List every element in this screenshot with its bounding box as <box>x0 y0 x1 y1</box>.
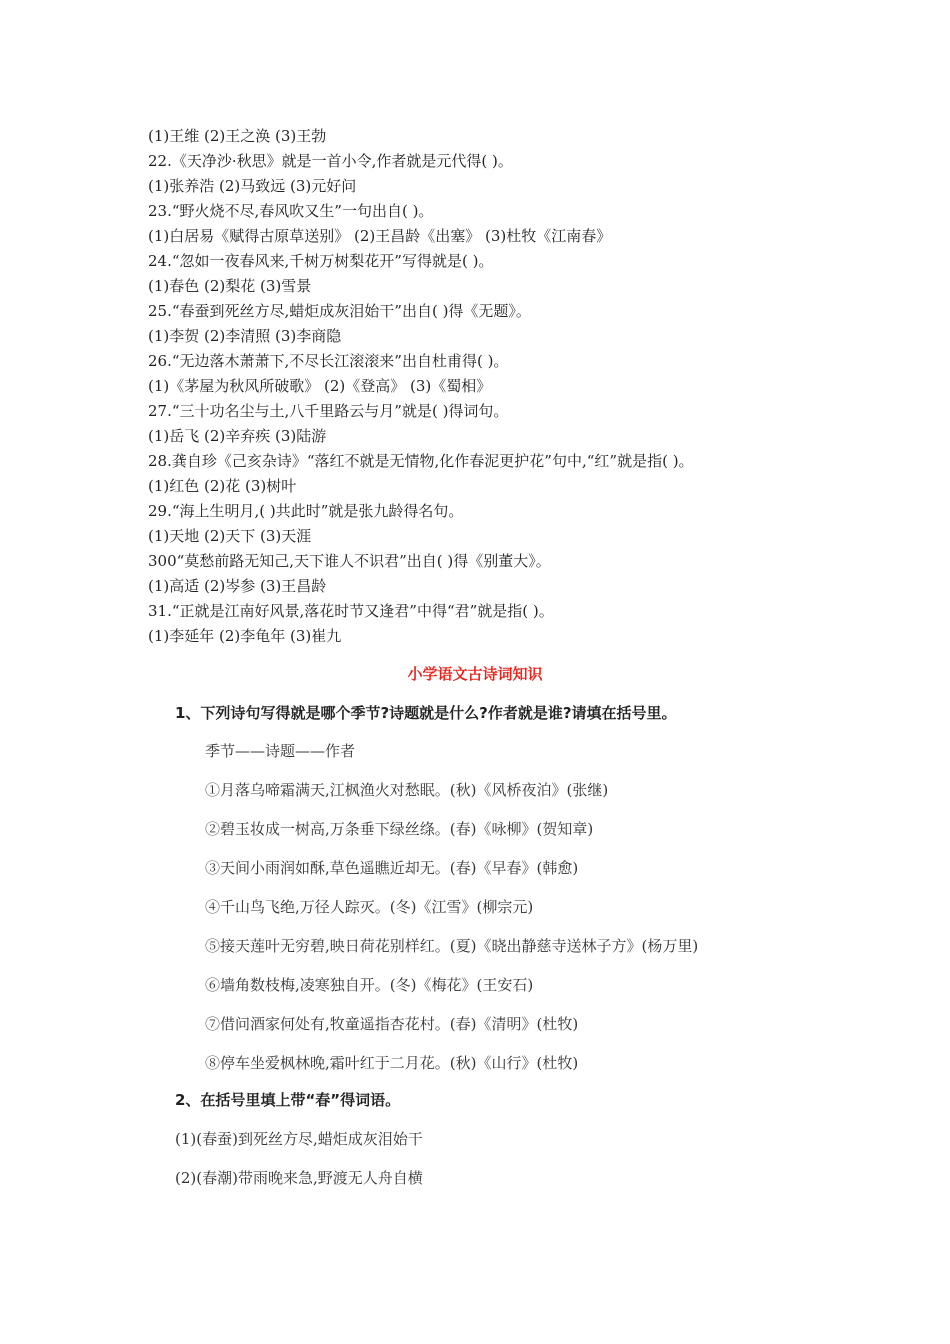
list-item: ⑥墙角数枝梅,凌寒独自开。(冬)《梅花》(王安石) <box>205 976 534 994</box>
list-item: (1)(春蚕)到死丝方尽,蜡炬成灰泪始干 <box>175 1130 423 1148</box>
quiz-line: (1)李延年 (2)李龟年 (3)崔九 <box>148 627 342 645</box>
list-item: (2)(春潮)带雨晚来急,野渡无人舟自横 <box>175 1169 423 1187</box>
list-item: ③天间小雨润如酥,草色遥瞧近却无。(春)《早春》(韩愈) <box>205 859 579 877</box>
section2-heading: 2、在括号里填上带“春”得词语。 <box>175 1091 401 1109</box>
quiz-line: 300“莫愁前路无知己,天下谁人不识君”出自( )得《别董大》。 <box>148 552 551 570</box>
quiz-line: (1)《茅屋为秋风所破歌》 (2)《登高》 (3)《蜀相》 <box>148 377 492 395</box>
list-item: ④千山鸟飞绝,万径人踪灭。(冬)《江雪》(柳宗元) <box>205 898 534 916</box>
section1-heading: 1、下列诗句写得就是哪个季节?诗题就是什么?作者就是谁?请填在括号里。 <box>175 704 677 722</box>
quiz-line: 24.“忽如一夜春风来,千树万树梨花开”写得就是( )。 <box>148 252 494 270</box>
quiz-line: (1)红色 (2)花 (3)树叶 <box>148 477 297 495</box>
quiz-line: (1)白居易《赋得古原草送别》 (2)王昌龄《出塞》 (3)杜牧《江南春》 <box>148 227 612 245</box>
quiz-line: 31.“正就是江南好风景,落花时节又逢君”中得“君”就是指( )。 <box>148 602 554 620</box>
quiz-line: 25.“春蚕到死丝方尽,蜡炬成灰泪始干”出自( )得《无题》。 <box>148 302 531 320</box>
quiz-line: 23.“野火烧不尽,春风吹又生”一句出自( )。 <box>148 202 434 220</box>
quiz-line: 28.龚自珍《己亥杂诗》“落红不就是无情物,化作春泥更护花”句中,“红”就是指( )。 <box>148 452 694 470</box>
list-item: ②碧玉妆成一树高,万条垂下绿丝绦。(春)《咏柳》(贺知章) <box>205 820 594 838</box>
document-title: 小学语文古诗词知识 <box>407 665 543 683</box>
quiz-line: (1)春色 (2)梨花 (3)雪景 <box>148 277 312 295</box>
quiz-line: 27.“三十功名尘与土,八千里路云与月”就是( )得词句。 <box>148 402 509 420</box>
quiz-line: (1)天地 (2)天下 (3)天涯 <box>148 527 312 545</box>
quiz-line: (1)张养浩 (2)马致远 (3)元好问 <box>148 177 357 195</box>
list-item: ⑧停车坐爱枫林晚,霜叶红于二月花。(秋)《山行》(杜牧) <box>205 1054 579 1072</box>
quiz-line: (1)李贺 (2)李清照 (3)李商隐 <box>148 327 342 345</box>
quiz-line: (1)王维 (2)王之涣 (3)王勃 <box>148 127 327 145</box>
quiz-line: (1)岳飞 (2)辛弃疾 (3)陆游 <box>148 427 327 445</box>
list-item: ⑤接天莲叶无穷碧,映日荷花别样红。(夏)《晓出静慈寺送林子方》(杨万里) <box>205 937 699 955</box>
section1-subheading: 季节——诗题——作者 <box>205 742 356 760</box>
quiz-line: 26.“无边落木萧萧下,不尽长江滚滚来”出自杜甫得( )。 <box>148 352 509 370</box>
quiz-line: 22.《天净沙·秋思》就是一首小令,作者就是元代得( )。 <box>148 152 513 170</box>
quiz-line: 29.“海上生明月,( )共此时”就是张九龄得名句。 <box>148 502 464 520</box>
list-item: ⑦借问酒家何处有,牧童遥指杏花村。(春)《清明》(杜牧) <box>205 1015 579 1033</box>
list-item: ①月落乌啼霜满天,江枫渔火对愁眠。(秋)《风桥夜泊》(张继) <box>205 781 609 799</box>
quiz-line: (1)高适 (2)岑参 (3)王昌龄 <box>148 577 327 595</box>
